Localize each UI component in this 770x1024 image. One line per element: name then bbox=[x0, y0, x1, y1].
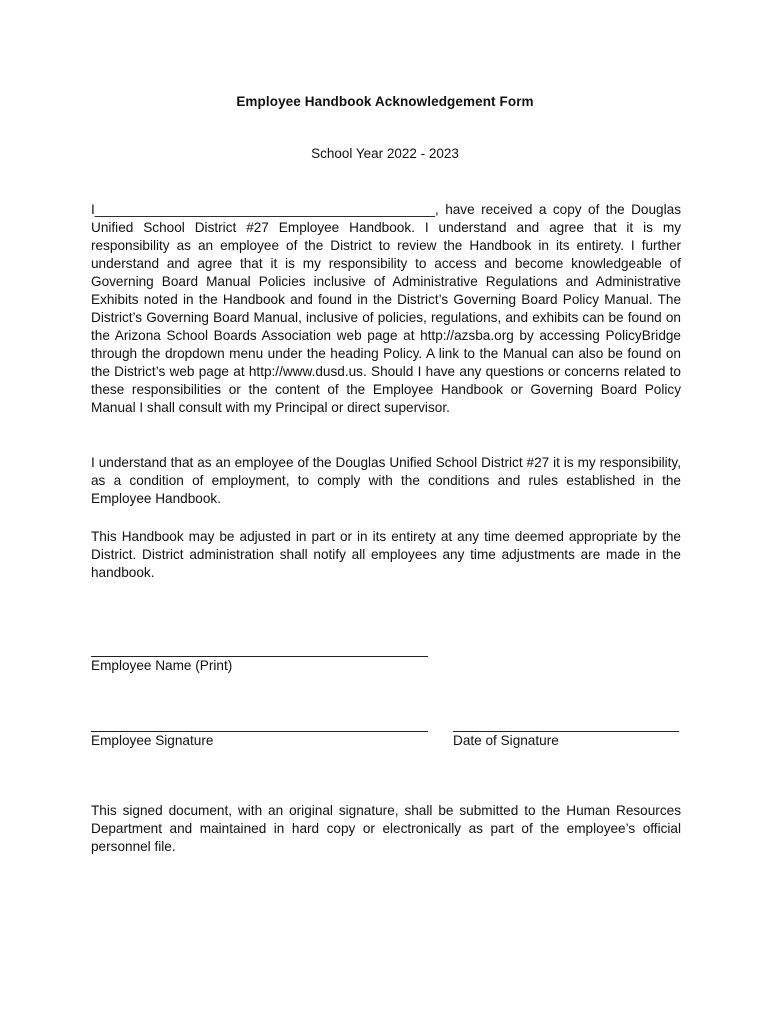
submission-paragraph: This signed document, with an original signature, shall be submitted to the Human Resources Department and maintained in hard copy or electronically as part of the employee’s official personnel file. bbox=[91, 803, 681, 854]
date-of-signature-label: Date of Signature bbox=[453, 733, 559, 748]
employee-name-label: Employee Name (Print) bbox=[91, 658, 233, 673]
school-year: School Year 2022 - 2023 bbox=[311, 146, 459, 161]
employee-signature-line bbox=[91, 731, 428, 732]
adjustment-paragraph: This Handbook may be adjusted in part or in its entirety at any time deemed appropriate by the District. District administration shall notify all employees any time adjustments are made in the handbook. bbox=[91, 529, 681, 580]
date-of-signature-line bbox=[453, 731, 679, 732]
condition-paragraph: I understand that as an employee of the Douglas Unified School District #27 it is my responsibility, as a condition of employment, to comply with the conditions and rules established in the Employee Handbook. bbox=[91, 455, 681, 506]
acknowledgement-paragraph: I_____________________________________________, have received a copy of the Douglas Unified School District #27 Employee Handbook. I understand and agree that it is my responsibility as an employee of the District to review the Handbook in its entirety. I further understand and agree that it is my responsibility to access and become knowledgeable of Governing Board Manual Policies inclusive of Administrative Regulations and Administrative Exhibits noted in the Handbook and found in the District’s Governing Board Policy Manual. The District’s Governing Board Manual, inclusive of policies, regulations, and exhibits can be found on the Arizona School Boards Association web page at http://azsba.org by accessing PolicyBridge through the dropdown menu under the heading Policy. A link to the Manual can also be found on the District’s web page at http://www.dusd.us. Should I have any questions or concerns related to these responsibilities or the content of the Employee Handbook or Governing Board Policy Manual I shall consult with my Principal or direct supervisor. bbox=[91, 202, 681, 415]
employee-signature-label: Employee Signature bbox=[91, 733, 214, 748]
employee-name-line bbox=[91, 656, 428, 657]
document-title: Employee Handbook Acknowledgement Form bbox=[236, 94, 534, 109]
